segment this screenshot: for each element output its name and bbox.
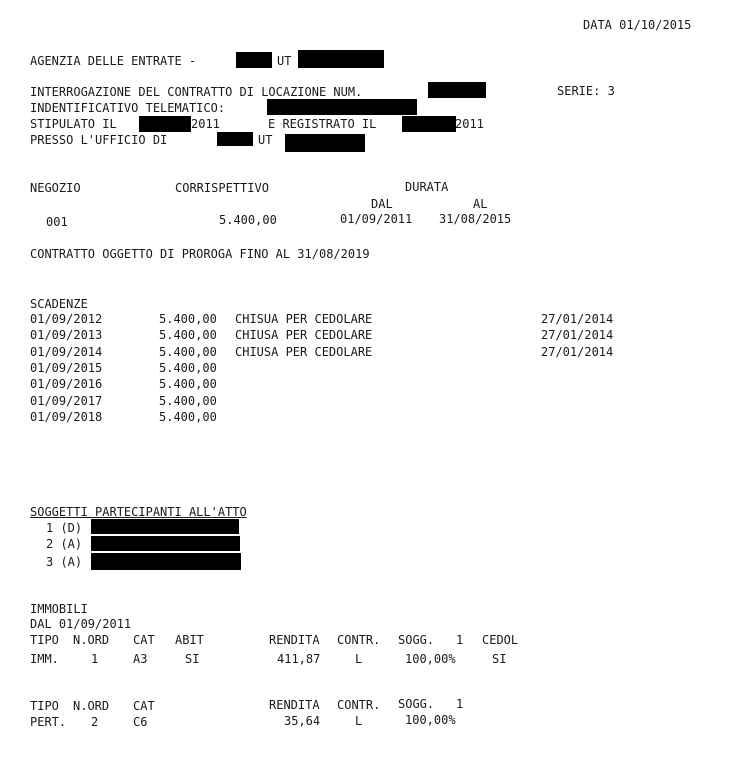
properties-title: IMMOBILI: [30, 602, 88, 616]
redaction: [91, 536, 240, 551]
redaction: [285, 134, 365, 152]
deadline-date: 01/09/2012: [30, 312, 103, 326]
document-date: DATA 01/10/2015: [583, 18, 692, 32]
cell-cat: C6: [133, 715, 148, 729]
redaction: [267, 99, 417, 115]
cell-perc: 100,00%: [405, 652, 456, 666]
header-al: AL: [473, 197, 488, 211]
participant-item: 3 (A): [46, 555, 83, 569]
registered-label: E REGISTRATO IL: [268, 117, 377, 131]
col-cedol: CEDOL: [482, 633, 519, 647]
col-rendita: RENDITA: [269, 633, 320, 647]
deadline-amount: 5.400,00: [159, 344, 217, 359]
deadline-closed-date: 27/01/2014: [541, 328, 614, 343]
redaction: [402, 116, 456, 132]
deadline-date: 01/09/2013: [30, 328, 103, 343]
deadline-date: 01/09/2016: [30, 377, 103, 392]
cell-abit: SI: [185, 652, 200, 666]
cell-contr: L: [355, 652, 363, 666]
cell-tipo: PERT.: [30, 715, 67, 729]
agency-label: AGENZIA DELLE ENTRATE -: [30, 54, 197, 68]
telematic-id-label: INDENTIFICATIVO TELEMATICO:: [30, 101, 226, 115]
col-rendita: RENDITA: [269, 698, 320, 712]
deadline-closed-date: 27/01/2014: [541, 312, 614, 326]
redaction: [139, 116, 191, 132]
col-abit: ABIT: [175, 633, 204, 647]
col-contr: CONTR.: [337, 698, 381, 712]
deadlines-title: SCADENZE: [30, 297, 88, 311]
inquiry-label: INTERROGAZIONE DEL CONTRATTO DI LOCAZIONE NUM.: [30, 85, 363, 99]
deadline-status: CHISUA PER CEDOLARE: [235, 312, 373, 326]
deadline-amount: 5.400,00: [159, 328, 217, 343]
header-durata: DURATA: [405, 180, 449, 194]
deadline-amount: 5.400,00: [159, 312, 217, 326]
deadline-amount: 5.400,00: [159, 393, 217, 408]
col-sogg-num: 1: [456, 697, 464, 711]
col-sogg: SOGG.: [398, 697, 435, 711]
deadline-status: CHIUSA PER CEDOLARE: [235, 344, 373, 359]
deadline-closed-date: 27/01/2014: [541, 344, 614, 359]
header-dal: DAL: [371, 197, 393, 211]
extension-note: CONTRATTO OGGETTO DI PROROGA FINO AL 31/08/2019: [30, 247, 370, 261]
serie-label: SERIE: 3: [557, 84, 615, 98]
deadline-amount: 5.400,00: [159, 409, 217, 424]
deadline-amount: 5.400,00: [159, 377, 217, 392]
redaction: [236, 52, 272, 68]
col-nord: N.ORD: [73, 633, 110, 647]
registered-year: 2011: [455, 117, 484, 131]
stipulated-label: STIPULATO IL: [30, 117, 117, 131]
stipulated-year: 2011: [191, 117, 220, 131]
participants-title: SOGGETTI PARTECIPANTI ALL'ATTO: [30, 505, 247, 519]
redaction: [298, 50, 384, 68]
deadline-date: 01/09/2015: [30, 360, 103, 375]
office-label: PRESSO L'UFFICIO DI: [30, 133, 168, 147]
office-ut-label: UT: [258, 133, 273, 147]
corrispettivo-value: 5.400,00: [219, 213, 277, 227]
participant-item: 2 (A): [46, 537, 83, 551]
cell-cat: A3: [133, 652, 148, 666]
col-cat: CAT: [133, 699, 155, 713]
dal-value: 01/09/2011: [340, 212, 413, 226]
cell-nord: 2: [91, 715, 99, 729]
col-sogg: SOGG.: [398, 633, 435, 647]
deadline-date: 01/09/2014: [30, 344, 103, 359]
col-tipo: TIPO: [30, 633, 59, 647]
col-sogg-num: 1: [456, 633, 464, 647]
cell-cedol: SI: [492, 652, 507, 666]
cell-perc: 100,00%: [405, 713, 456, 727]
ut-label: UT: [277, 54, 292, 68]
col-nord: N.ORD: [73, 699, 110, 713]
al-value: 31/08/2015: [439, 212, 512, 226]
negozio-value: 001: [46, 215, 68, 229]
deadline-date: 01/09/2018: [30, 409, 103, 424]
col-cat: CAT: [133, 633, 155, 647]
deadline-status: CHIUSA PER CEDOLARE: [235, 328, 373, 343]
redaction: [91, 519, 239, 534]
cell-rendita: 411,87: [277, 652, 321, 666]
redaction: [428, 82, 486, 98]
redaction: [91, 553, 241, 570]
properties-since: DAL 01/09/2011: [30, 617, 132, 631]
cell-rendita: 35,64: [284, 714, 321, 728]
header-corrispettivo: CORRISPETTIVO: [175, 181, 269, 195]
cell-nord: 1: [91, 652, 99, 666]
header-negozio: NEGOZIO: [30, 181, 81, 195]
col-tipo: TIPO: [30, 699, 59, 713]
col-contr: CONTR.: [337, 633, 381, 647]
participant-item: 1 (D): [46, 521, 83, 535]
deadline-amount: 5.400,00: [159, 360, 217, 375]
cell-tipo: IMM.: [30, 652, 59, 666]
deadline-date: 01/09/2017: [30, 393, 103, 408]
redaction: [217, 132, 253, 146]
cell-contr: L: [355, 714, 363, 728]
